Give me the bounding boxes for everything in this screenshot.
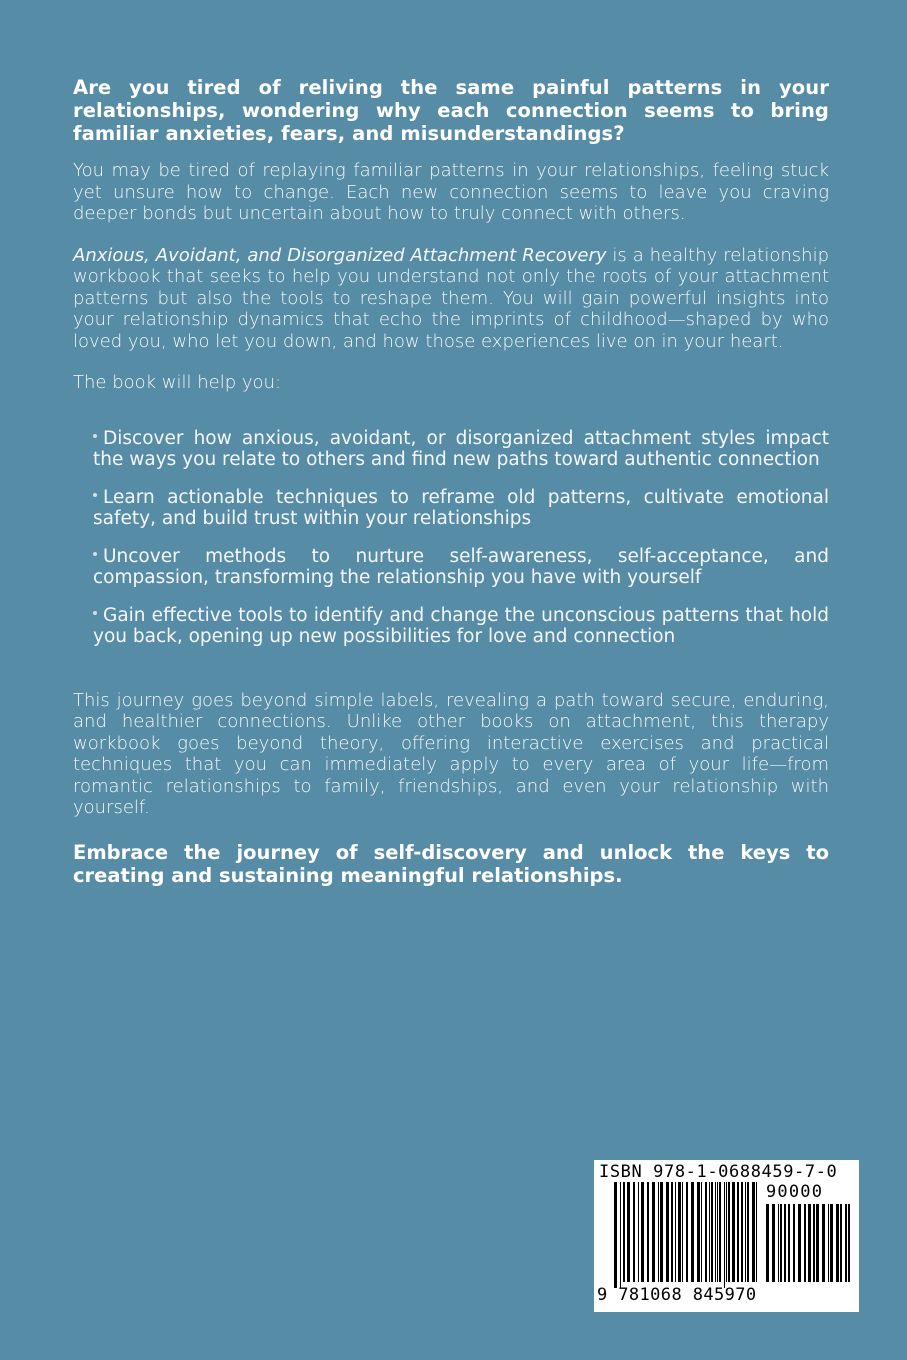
- bullets-intro: The book will help you:: [73, 372, 282, 393]
- intro-paragraph: You may be tired of replaying familiar patterns in your relationships, feeling stuck yet unsure how to change. Each new connection seems to leave you craving deeper bonds but uncertain about how to truly connect with others.: [73, 160, 829, 224]
- barcode-bar: [678, 1182, 681, 1282]
- barcode-bar: [788, 1204, 790, 1282]
- barcode-bar: [741, 1182, 743, 1282]
- barcode-bar: [671, 1182, 673, 1282]
- list-item: Learn actionable techniques to reframe old patterns, cultivate emotional safety, and build trust within your relationships: [93, 486, 829, 529]
- barcode-bar: [691, 1182, 694, 1282]
- barcode-bar: [828, 1204, 829, 1282]
- barcode-bar: [647, 1182, 649, 1282]
- barcode-bar: [840, 1204, 842, 1282]
- closing-statement: Embrace the journey of self-discovery and unlock the keys to creating and sustaining meaningful relationships.: [73, 840, 829, 887]
- barcode-bar: [778, 1204, 779, 1282]
- barcode-bar: [682, 1182, 683, 1282]
- barcode-bar: [766, 1204, 769, 1282]
- barcode-bar: [709, 1182, 710, 1282]
- price-code: 90000: [766, 1182, 824, 1202]
- bullet-dot-icon: [93, 611, 97, 615]
- barcode-bar: [752, 1182, 755, 1282]
- barcode-bar: [804, 1204, 806, 1282]
- barcode-bar: [756, 1182, 757, 1282]
- barcode-bar: [633, 1182, 635, 1282]
- barcode-bar: [705, 1182, 707, 1282]
- barcode-bar: [848, 1204, 850, 1282]
- barcode-bar: [780, 1204, 782, 1282]
- list-item: Uncover methods to nurture self-awareness, self-acceptance, and compassion, transforming the relationship you have with yourself: [93, 545, 829, 588]
- description-paragraph: [73, 245, 829, 353]
- list-item: Discover how anxious, avoidant, or disorganized attachment styles impact the ways you relate to others and find new paths toward authentic connection: [93, 427, 829, 470]
- barcode-bar: [638, 1182, 639, 1282]
- barcode-bar: [701, 1182, 702, 1282]
- barcode-bar: [798, 1204, 801, 1282]
- barcode-bar: [660, 1182, 663, 1282]
- barcode-bar: [675, 1182, 676, 1282]
- barcode-bar: [747, 1182, 749, 1282]
- barcode-bar: [808, 1204, 811, 1282]
- barcode-bar: [697, 1182, 700, 1282]
- barcode-bar: [728, 1182, 730, 1282]
- barcode-bar: [726, 1182, 727, 1282]
- book-title: Anxious, Avoidant, and Disorganized Attachment Recovery: [73, 244, 607, 266]
- barcode-bar: [719, 1182, 721, 1282]
- barcode-bar: [711, 1182, 713, 1282]
- barcode-bar: [830, 1204, 833, 1282]
- barcode-bar: [732, 1182, 735, 1282]
- barcode-bar: [816, 1204, 819, 1282]
- barcode-bar: [822, 1204, 825, 1282]
- barcode-bar: [737, 1182, 739, 1282]
- barcode-bar: [715, 1182, 716, 1282]
- isbn-barcode: [594, 1160, 859, 1312]
- bullet-dot-icon: [93, 434, 97, 438]
- journey-paragraph: This journey goes beyond simple labels, revealing a path toward secure, enduring, and healthier connections. Unlike other books on attachment, this therapy workbook goes beyond theory, offering interactive exercises and practical techniques that you can immediately apply to every area of your life—from romantic relationships to family, friendships, and even your relationship with yourself.: [73, 689, 829, 818]
- back-cover-text: [73, 76, 829, 887]
- barcode-bar: [793, 1204, 795, 1282]
- description-text: is a healthy relationship workbook that seeks to help you understand not only the roots of your attachment patterns but also the tools to reshape them. You will gain powerful insights into your relationship dynamics that echo the imprints of childhood—shaped by who loved you, who let you down, and how those experiences live on in your heart.: [73, 244, 829, 352]
- barcode-digits: 9 781068 845970: [597, 1285, 757, 1305]
- barcode-bar: [623, 1182, 625, 1282]
- barcode-bar: [784, 1204, 786, 1282]
- barcode-bar: [620, 1182, 621, 1288]
- barcode-bar: [836, 1204, 839, 1282]
- bullet-dot-icon: [93, 493, 97, 497]
- barcode-bar: [666, 1182, 669, 1282]
- barcode-bar: [686, 1182, 688, 1282]
- benefit-list: [93, 428, 829, 648]
- barcode-bar: [724, 1182, 725, 1288]
- barcode-bar: [658, 1182, 659, 1282]
- headline: Are you tired of reliving the same painful patterns in your relationships, wondering why each connection seems to bring familiar anxieties, fears, and misunderstandings?: [73, 76, 829, 145]
- barcode-bar: [641, 1182, 644, 1282]
- barcode-bar: [614, 1182, 617, 1288]
- bullet-dot-icon: [93, 552, 97, 556]
- barcode-bar: [845, 1204, 847, 1282]
- barcode-bar: [745, 1182, 746, 1282]
- barcode-bar: [813, 1204, 815, 1282]
- barcode-bar: [627, 1182, 630, 1282]
- list-item: Gain effective tools to identify and change the unconscious patterns that hold you back, opening up new possibilities for love and connection: [93, 604, 829, 647]
- barcode-bar: [717, 1182, 718, 1282]
- isbn-label: ISBN 978-1-0688459-7-0: [599, 1162, 838, 1182]
- barcode-bar: [652, 1182, 655, 1282]
- barcode-bar: [772, 1204, 775, 1282]
